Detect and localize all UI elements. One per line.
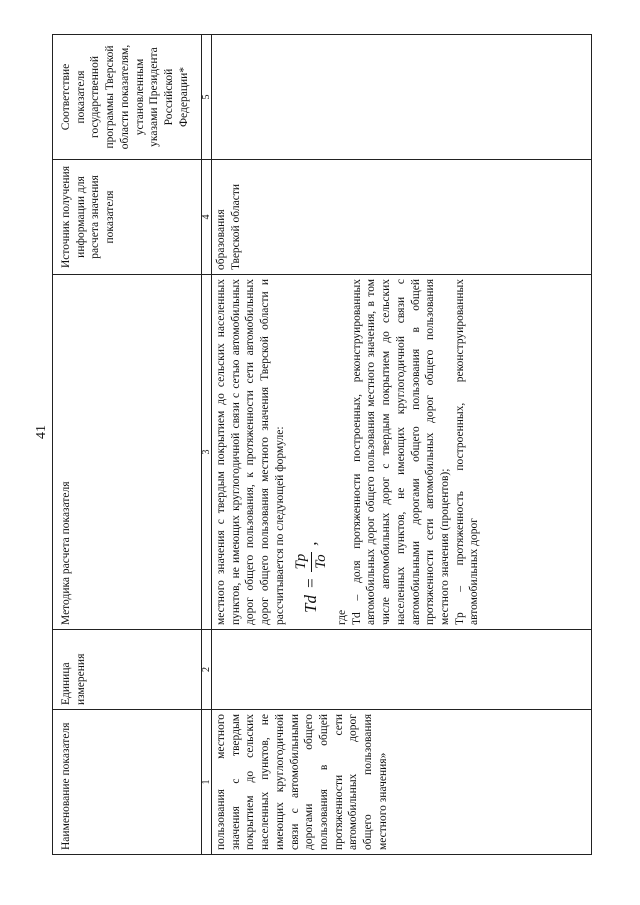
formula-fraction <box>292 552 331 572</box>
formula-numerator: Tp <box>292 552 312 572</box>
formula-lhs: Td <box>301 595 321 613</box>
formula <box>292 279 331 613</box>
definition-td: Td – доля протяженности построенных, реконструированных автомобильных дорог общего пользования местного значения, в том числе автомобильных дорог с твердым покрытием до сельских населенных пунктов, не имеющих круглогодичной связи с автомобильными дорогами общего пользования в общей протяженности сети автомобильных дорог общего пользования местного значения (процентов); <box>350 279 451 625</box>
source-cell: образования Тверской области <box>212 160 592 275</box>
unit-cell <box>212 630 592 710</box>
indicator-table <box>52 34 592 855</box>
formula-equals: = <box>301 577 321 590</box>
table-row <box>212 35 592 855</box>
page-number: 41 <box>34 425 49 439</box>
column-number: 3 <box>202 275 212 630</box>
method-cell <box>212 275 592 630</box>
method-intro: местного значения с твердым покрытием до сельских населенных пунктов, не имеющих круглогодичной связи с сетью автомобильных дорог общего пользования, к протяженности сети автомобильных дорог общего пользования местного значения Тверской области и рассчитывается по следующей формуле: <box>215 279 286 625</box>
definition-tp: Tp – протяженность построенных, реконструированных автомобильных дорог <box>453 279 481 625</box>
column-number: 1 <box>202 710 212 855</box>
compliance-cell <box>212 35 592 160</box>
header-source: Источник получения информации для расчета значения показателя <box>53 160 202 275</box>
formula-tail: , <box>301 541 321 546</box>
header-unit: Единица измерения <box>53 630 202 710</box>
formula-denominator: To <box>312 554 329 569</box>
column-number: 5 <box>202 35 212 160</box>
column-number: 2 <box>202 630 212 710</box>
where-label: где <box>335 609 348 625</box>
rotated-table-container <box>52 44 640 855</box>
column-number: 4 <box>202 160 212 275</box>
indicator-name-cell: пользования местного значения с твердым покрытием до сельских населенных пунктов, не имеющих круглогодичной связи с автомобильными дорогами общего пользования в общей протяженности сети автомобильных дорог общего пользования местного значения» <box>212 710 592 855</box>
table-header-row <box>53 35 202 855</box>
column-number-row <box>202 35 212 855</box>
header-indicator-name: Наименование показателя <box>53 710 202 855</box>
header-compliance: Соответствие показателя государственной программы Тверской области показателям, установленным указами Президента Российской Федерации* <box>53 35 202 160</box>
header-method: Методика расчета показателя <box>53 275 202 630</box>
